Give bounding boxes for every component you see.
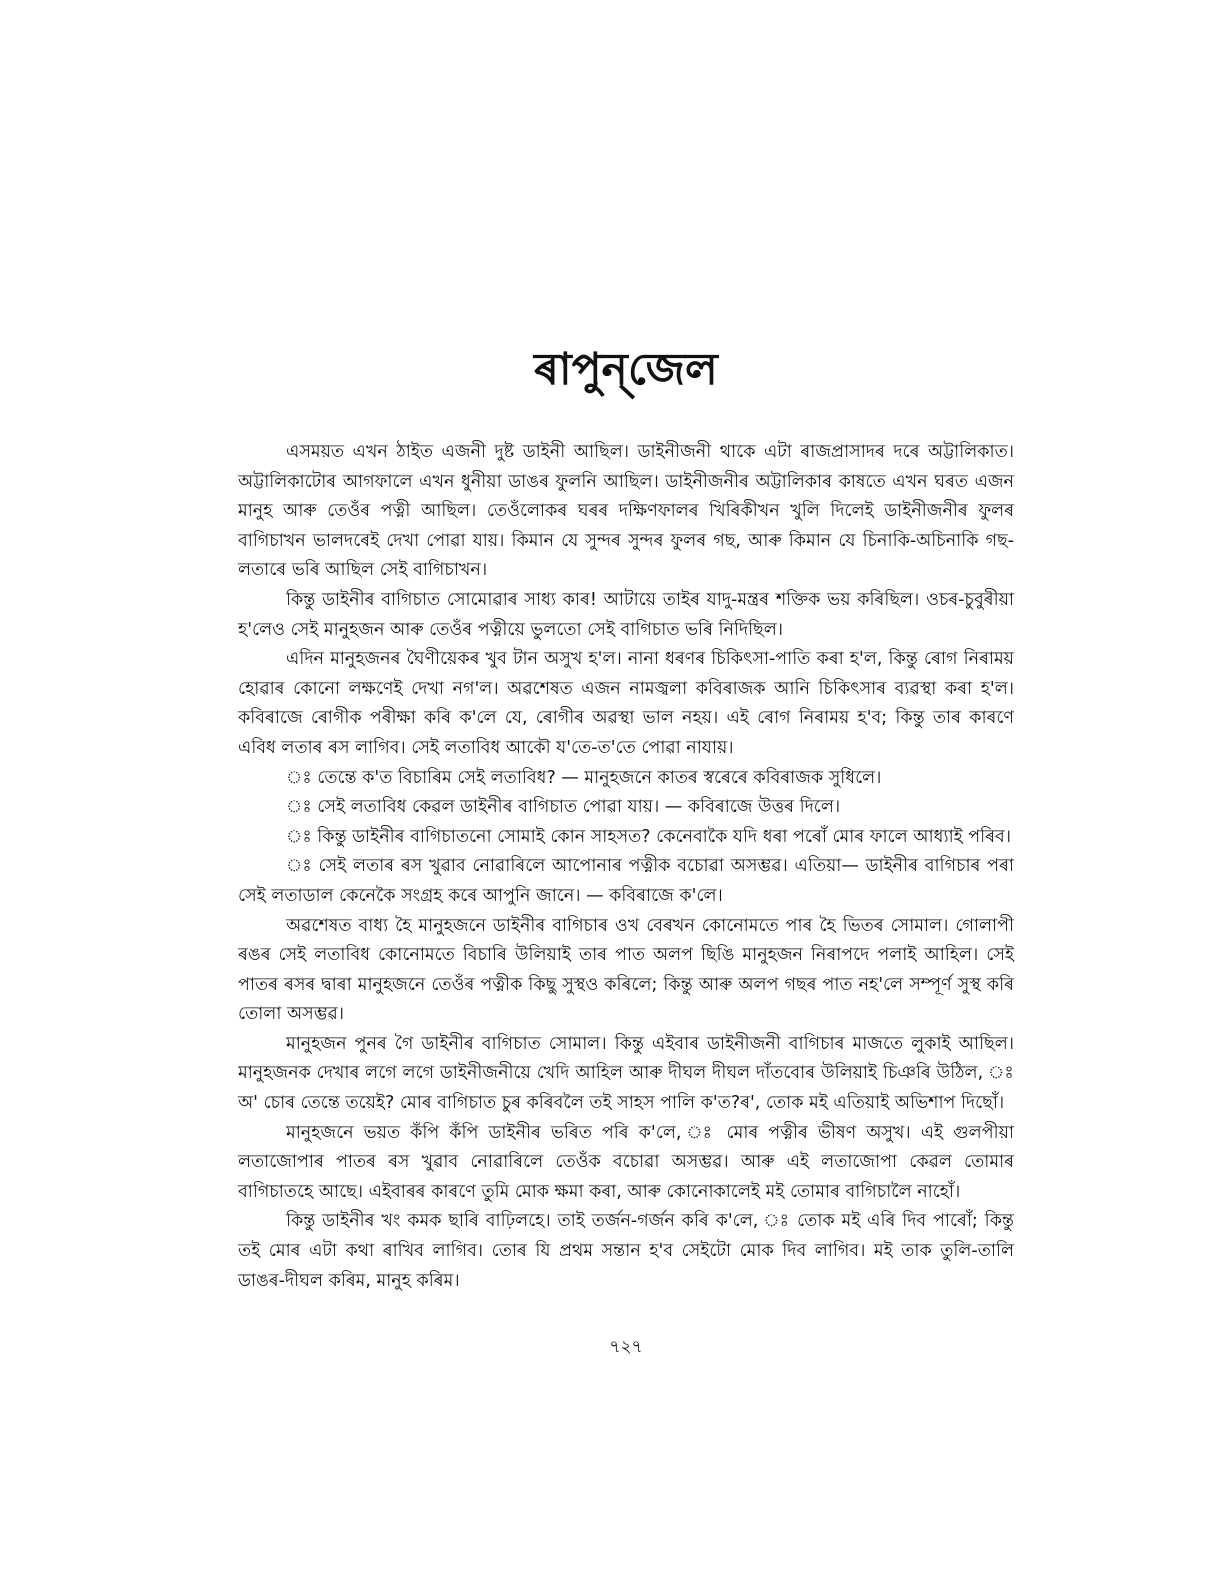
paragraph: কিন্তু ডাইনীৰ বাগিচাত সোমোৱাৰ সাধ্য কাৰ! আটায়ে তাইৰ যাদু-মন্ত্ৰৰ শক্তিক ভয় কৰিছিল। ওচৰ-চুবুৰীয়া হ'লেও সেই মানুহজন আৰু তেওঁৰ পত্নীয়ে ভুলতো সেই বাগিচাত ভৰি নিদিছিল।: [238, 589, 1014, 640]
paragraph: এসময়ত এখন ঠাইত এজনী দুষ্ট ডাইনী আছিল। ডাইনীজনী থাকে এটা ৰাজপ্ৰাসাদৰ দৰে অট্টালিকাত। অট্টালিকাটোৰ আগফালে এখন ধুনীয়া ডাঙৰ ফুলনি আছিল। ডাইনীজনীৰ অট্টালিকাৰ কাষতে এখন ঘৰত এজন মানুহ আৰু তেওঁৰ পত্নী আছিল। তেওঁলোকৰ ঘৰৰ দক্ষিণফালৰ খিৰিকীখন খুলি দিলেই ডাইনীজনীৰ ফুলৰ বাগিচাখন ভালদৰেই দেখা পোৱা যায়। কিমান যে সুন্দৰ সুন্দৰ ফুলৰ গছ, আৰু কিমান যে চিনাকি-অচিনাকি গছ-লতাৰে ভৰি আছিল সেই বাগিচাখন।: [238, 442, 1014, 581]
document-page: [238, 0, 1014, 1584]
paragraph: মানুহজনে ভয়ত কঁপি কঁপি ডাইনীৰ ভৰিত পৰি ক'লে, ঃ মোৰ পত্নীৰ ভীষণ অসুখ। এই গুলপীয়া লতাজোপাৰ পাতৰ ৰস খুৱাব নোৱাৰিলে তেওঁক বচোৱা অসম্ভৱ। আৰু এই লতাজোপা কেৱল তোমাৰ বাগিচাতহে আছে। এইবাৰৰ কাৰণে তুমি মোক ক্ষমা কৰা, আৰু কোনোকালেই মই তোমাৰ বাগিচালৈ নাহোঁ।: [238, 1122, 1014, 1202]
story-body: [238, 438, 1014, 1296]
paragraph: কিন্তু ডাইনীৰ খং কমক ছাৰি বাঢ়িলহে। তাই তৰ্জন-গৰ্জন কৰি ক'লে, ঃ তোক মই এৰি দিব পাৰোঁ; কিন্তু তই মোৰ এটা কথা ৰাখিব লাগিব। তোৰ যি প্ৰথম সন্তান হ'ব সেইটো মোক দিব লাগিব। মই তাক তুলি-তালি ডাঙৰ-দীঘল কৰিম, মানুহ কৰিম।: [238, 1211, 1014, 1291]
dialogue-line: ঃ সেই লতাৰ ৰস খুৱাব নোৱাৰিলে আপোনাৰ পত্নীক বচোৱা অসম্ভৱ। এতিয়া— ডাইনীৰ বাগিচাৰ পৰা সেই লতাডাল কেনেকৈ সংগ্ৰহ কৰে আপুনি জানে। — কবিৰাজে ক'লে।: [238, 856, 1014, 906]
dialogue-line: ঃ তেন্তে ক'ত বিচাৰিম সেই লতাবিধ? — মানুহজনে কাতৰ স্বৰেৰে কবিৰাজক সুধিলে।: [286, 767, 882, 788]
dialogue-line: ঃ সেই লতাবিধ কেৱল ডাইনীৰ বাগিচাত পোৱা যায়। — কবিৰাজে উত্তৰ দিলে।: [286, 797, 841, 818]
page-title: ৰাপুন্‌জেল: [534, 344, 718, 395]
page-number: ৭২৭: [609, 1337, 643, 1357]
paragraph: এদিন মানুহজনৰ ঘৈণীয়েকৰ খুব টান অসুখ হ'ল। নানা ধৰণৰ চিকিৎসা-পাতি কৰা হ'ল, কিন্তু ৰোগ নিৰাময় হোৱাৰ কোনো লক্ষণেই দেখা নগ'ল। অৱশেষত এজন নামজ্বলা কবিৰাজক আনি চিকিৎসাৰ ব্যৱস্থা কৰা হ'ল। কবিৰাজে ৰোগীক পৰীক্ষা কৰি ক'লে যে, ৰোগীৰ অৱস্থা ভাল নহয়। এই ৰোগ নিৰাময় হ'ব; কিন্তু তাৰ কাৰণে এবিধ লতাৰ ৰস লাগিব। সেই লতাবিধ আকৌ য'তে-ত'তে পোৱা নাযায়।: [238, 649, 1014, 758]
dialogue-line: ঃ কিন্তু ডাইনীৰ বাগিচাতনো সোমাই কোন সাহসত? কেনেবাকৈ যদি ধৰা পৰোঁ মোৰ ফালে আধ্যাই পৰিব।: [286, 826, 1012, 847]
paragraph: অৱশেষত বাধ্য হৈ মানুহজনে ডাইনীৰ বাগিচাৰ ওখ বেৰখন কোনোমতে পাৰ হৈ ভিতৰ সোমাল। গোলাপী ৰঙৰ সেই লতাবিধ কোনোমতে বিচাৰি উলিয়াই তাৰ পাত অলপ ছিঙি মানুহজন নিৰাপদে পলাই আহিল। সেই পাতৰ ৰসৰ দ্বাৰা মানুহজনে তেওঁৰ পত্নীক কিছু সুস্থও কৰিলে; কিন্তু আৰু অলপ গছৰ পাত নহ'লে সম্পূৰ্ণ সুস্থ কৰি তোলা অসম্ভৱ।: [238, 915, 1014, 1025]
paragraph: মানুহজন পুনৰ গৈ ডাইনীৰ বাগিচাত সোমাল। কিন্তু এইবাৰ ডাইনীজনী বাগিচাৰ মাজতে লুকাই আছিল। মানুহজনক দেখাৰ লগে লগে ডাইনীজনীয়ে খেদি আহিল আৰু দীঘল দীঘল দাঁতবোৰ উলিয়াই চিঞৰি উঠিল, ঃ অ' চোৰ তেন্তে তয়েই? মোৰ বাগিচাত চুৰ কৰিবলৈ তই সাহস পালি ক'ত?ৰ', তোক মই এতিয়াই অভিশাপ দিছোঁ।: [238, 1033, 1014, 1114]
